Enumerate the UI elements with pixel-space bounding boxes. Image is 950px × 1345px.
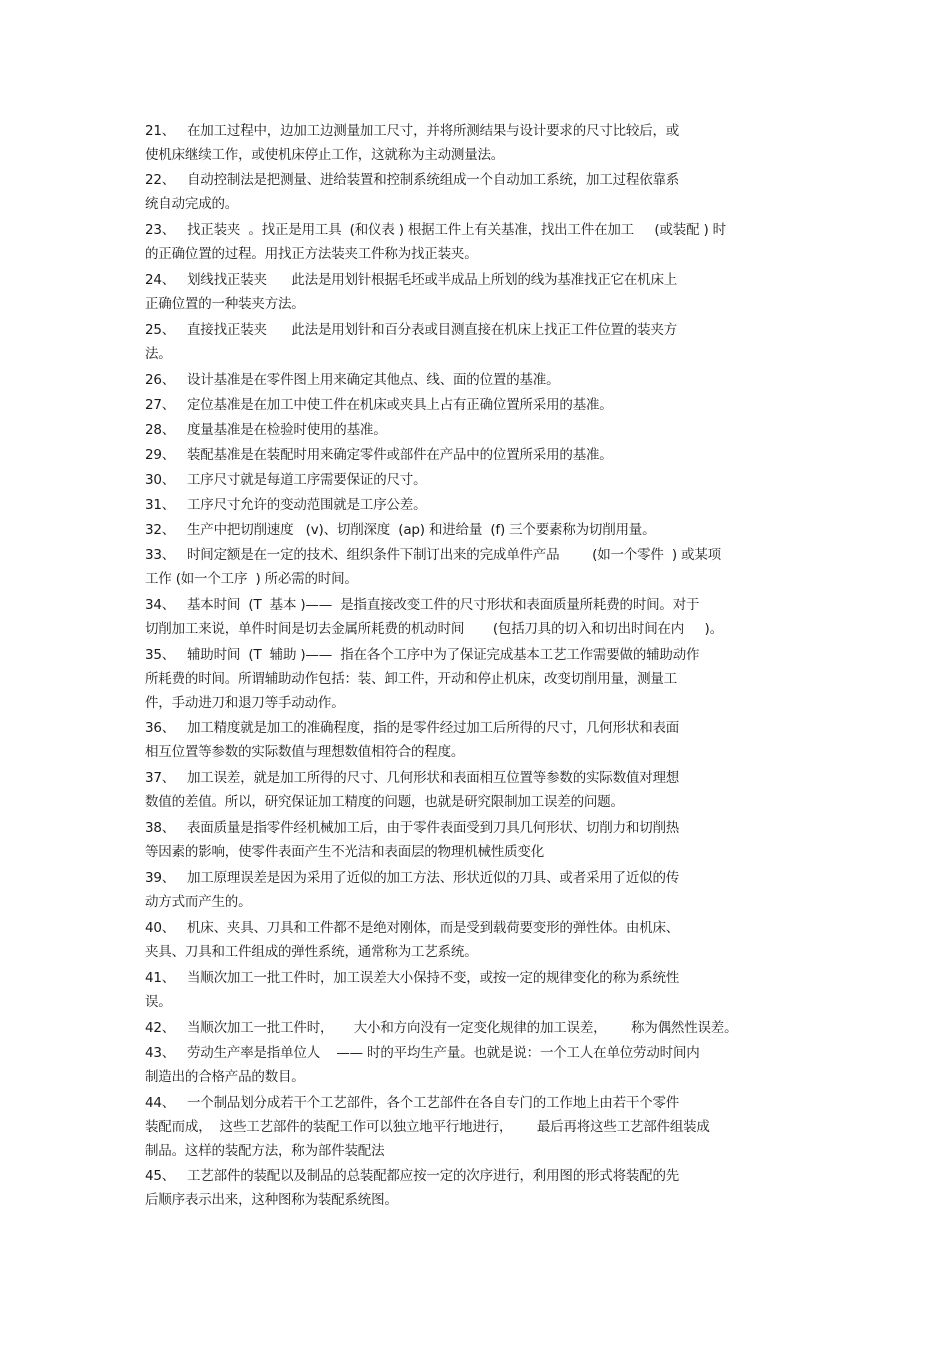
item-text-first-line: 划线找正装夹 此法是用划针根据毛坯或半成品上所划的线为基准找正它在机床上: [187, 272, 678, 288]
list-item: [145, 222, 810, 270]
list-item: [145, 770, 810, 818]
item-text-line: 相互位置等参数的实际数值与理想数值相符合的程度。: [145, 744, 465, 760]
item-number: 36、: [145, 720, 176, 736]
item-text-line: 等因素的影响，使零件表面产生不光洁和表面层的物理机械性质变化: [145, 844, 544, 860]
item-text-first-line: 当顺次加工一批工件时，加工误差大小保持不变，或按一定的规律变化的称为系统性: [187, 970, 680, 986]
item-number: 22、: [145, 172, 176, 188]
list-item: [145, 820, 810, 868]
item-text-line: 的正确位置的过程。用找正方法装夹工件称为找正装夹。: [145, 246, 478, 262]
item-text-line: 误。: [145, 994, 172, 1010]
item-text-line: 法。: [145, 346, 172, 362]
item-text-first-line: 基本时间 (T 基本 )—— 是指直接改变工件的尺寸形状和表面质量所耗费的时间。对于: [187, 597, 700, 613]
item-text-first-line: 度量基准是在检验时使用的基准。: [187, 422, 387, 438]
item-text-line: 后顺序表示出来，这种图称为装配系统图。: [145, 1192, 398, 1208]
list-item: [145, 272, 810, 320]
list-item: [145, 547, 810, 595]
item-text-line: 所耗费的时间。所谓辅助动作包括：装、卸工件，开动和停止机床，改变切削用量，测量工: [145, 671, 677, 687]
item-text-line: 切削加工来说，单件时间是切去金属所耗费的机动时间 (包括刀具的切入和切出时间在内 )。: [145, 621, 723, 637]
item-text-first-line: 找正装夹 。找正是用工具 (和仪表 ) 根据工件上有关基准，找出工件在加工 (或装配 ) 时: [187, 222, 726, 238]
list-item: [145, 1095, 810, 1167]
list-item: [145, 870, 810, 918]
item-text-first-line: 直接找正装夹 此法是用划针和百分表或目测直接在机床上找正工件位置的装夹方: [187, 322, 678, 338]
item-number: 33、: [145, 547, 176, 563]
item-text-first-line: 一个制品划分成若干个工艺部件，各个工艺部件在各自专门的工作地上由若干个零件: [187, 1095, 680, 1111]
list-item: [145, 522, 810, 546]
item-text-first-line: 设计基准是在零件图上用来确定其他点、线、面的位置的基准。: [187, 372, 560, 388]
item-number: 26、: [145, 372, 176, 388]
item-number: 38、: [145, 820, 176, 836]
item-text-first-line: 加工误差，就是加工所得的尺寸、几何形状和表面相互位置等参数的实际数值对理想: [187, 770, 680, 786]
item-number: 44、: [145, 1095, 176, 1111]
item-text-line: 夹具、刀具和工件组成的弹性系统，通常称为工艺系统。: [145, 944, 478, 960]
item-text-first-line: 加工原理误差是因为采用了近似的加工方法、形状近似的刀具、或者采用了近似的传: [187, 870, 680, 886]
item-number: 35、: [145, 647, 176, 663]
item-text-line: 工作 (如一个工序 ) 所必需的时间。: [145, 571, 358, 587]
item-number: 41、: [145, 970, 176, 986]
item-text-first-line: 当顺次加工一批工件时， 大小和方向没有一定变化规律的加工误差， 称为偶然性误差。: [187, 1020, 738, 1036]
item-text-first-line: 劳动生产率是指单位人 —— 时的平均生产量。也就是说：一个工人在单位劳动时间内: [187, 1045, 700, 1061]
list-item: [145, 597, 810, 645]
list-item: [145, 172, 810, 220]
item-number: 39、: [145, 870, 176, 886]
item-number: 25、: [145, 322, 176, 338]
list-item: [145, 1045, 810, 1093]
item-text-line: 统自动完成的。: [145, 196, 239, 212]
item-text-line: 装配而成， 这些工艺部件的装配工作可以独立地平行地进行， 最后再将这些工艺部件组装成: [145, 1119, 710, 1135]
list-item: [145, 497, 810, 521]
item-text-first-line: 辅助时间 (T 辅助 )—— 指在各个工序中为了保证完成基本工艺工作需要做的辅助动作: [187, 647, 700, 663]
item-number: 24、: [145, 272, 176, 288]
item-number: 23、: [145, 222, 176, 238]
item-text-first-line: 装配基准是在装配时用来确定零件或部件在产品中的位置所采用的基准。: [187, 447, 613, 463]
item-text-line: 件，手动进刀和退刀等手动动作。: [145, 695, 345, 711]
item-text-line: 使机床继续工作，或使机床停止工作，这就称为主动测量法。: [145, 147, 505, 163]
list-item: [145, 123, 810, 171]
item-number: 45、: [145, 1168, 176, 1184]
list-item: [145, 422, 810, 446]
item-text-first-line: 工艺部件的装配以及制品的总装配都应按一定的次序进行，利用图的形式将装配的先: [187, 1168, 680, 1184]
list-item: [145, 322, 810, 370]
item-text-first-line: 机床、夹具、刀具和工件都不是绝对刚体，而是受到载荷要变形的弹性体。由机床、: [187, 920, 680, 936]
list-item: [145, 720, 810, 768]
item-text-line: 制品。这样的装配方法，称为部件装配法: [145, 1143, 385, 1159]
item-number: 42、: [145, 1020, 176, 1036]
list-item: [145, 372, 810, 396]
item-text-line: 数值的差值。所以，研究保证加工精度的问题，也就是研究限制加工误差的问题。: [145, 794, 624, 810]
item-number: 32、: [145, 522, 176, 538]
item-number: 34、: [145, 597, 176, 613]
item-text-first-line: 定位基准是在加工中使工件在机床或夹具上占有正确位置所采用的基准。: [187, 397, 613, 413]
item-number: 37、: [145, 770, 176, 786]
item-text-line: 正确位置的一种装夹方法。: [145, 296, 305, 312]
item-number: 27、: [145, 397, 176, 413]
item-text-first-line: 在加工过程中，边加工边测量加工尺寸，并将所测结果与设计要求的尺寸比较后，或: [187, 123, 680, 139]
item-text-first-line: 时间定额是在一定的技术、组织条件下制订出来的完成单件产品 (如一个零件 ) 或某项: [187, 547, 721, 563]
list-item: [145, 1168, 810, 1216]
list-item: [145, 397, 810, 421]
item-text-first-line: 工序尺寸就是每道工序需要保证的尺寸。: [187, 472, 427, 488]
list-item: [145, 920, 810, 968]
list-item: [145, 647, 810, 719]
item-text-line: 动方式而产生的。: [145, 894, 252, 910]
item-number: 29、: [145, 447, 176, 463]
item-number: 31、: [145, 497, 176, 513]
item-text-first-line: 加工精度就是加工的准确程度，指的是零件经过加工后所得的尺寸，几何形状和表面: [187, 720, 680, 736]
item-number: 43、: [145, 1045, 176, 1061]
list-item: [145, 472, 810, 496]
item-number: 21、: [145, 123, 176, 139]
item-text-first-line: 生产中把切削速度 (v)、切削深度 (ap) 和进给量 (f) 三个要素称为切削用量。: [187, 522, 656, 538]
item-number: 30、: [145, 472, 176, 488]
item-text-first-line: 工序尺寸允许的变动范围就是工序公差。: [187, 497, 427, 513]
list-item: [145, 1020, 810, 1044]
item-number: 40、: [145, 920, 176, 936]
list-item: [145, 970, 810, 1018]
list-item: [145, 447, 810, 471]
item-text-first-line: 自动控制法是把测量、进给装置和控制系统组成一个自动加工系统，加工过程依靠系: [187, 172, 680, 188]
item-text-first-line: 表面质量是指零件经机械加工后，由于零件表面受到刀具几何形状、切削力和切削热: [187, 820, 680, 836]
item-number: 28、: [145, 422, 176, 438]
item-text-line: 制造出的合格产品的数目。: [145, 1069, 305, 1085]
